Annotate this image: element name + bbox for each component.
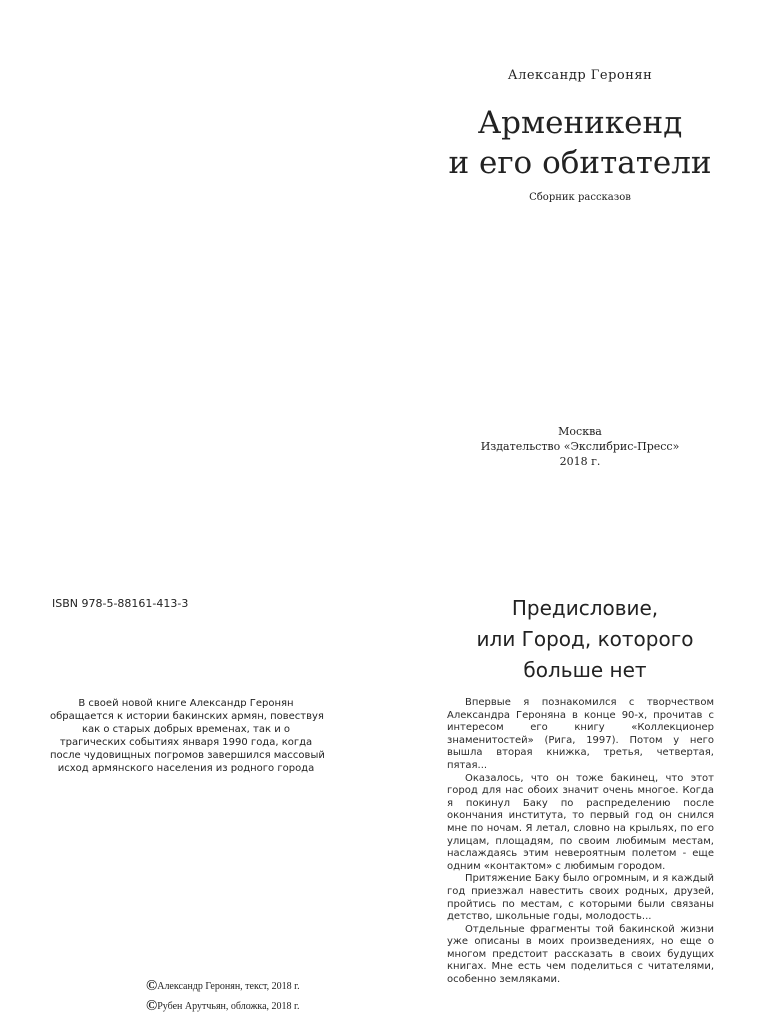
preface-paragraph — [447, 697, 714, 773]
book-title-line-2: и его обитатели — [448, 145, 712, 181]
annotation-line: трагических событиях января 1990 года, когда — [59, 737, 313, 748]
annotation-line: после чудовищных погромов завершился массовый — [50, 750, 325, 761]
preface-paragraph-text: Оказалось, что он тоже бакинец, что этот город для нас обоих значит очень многое. Когда я покинул Баку по распределению после окончания института, то первый год он снился мне по ночам. Я летал, словно на крыльях, по его улицам, площадям, по своим любимым местам, наслаждаясь этим невероятным полетом - еще одним «контактом» с любимым городом. — [447, 772, 714, 872]
preface-paragraph-text: Притяжение Баку было огромным, и я каждый год приезжал навестить своих родных, друзей, пройтись по местам, с которыми были связаны детство, школьные годы, молодость... — [447, 873, 714, 923]
preface-paragraph-text: Отдельные фрагменты той бакинской жизни уже описаны в моих произведениях, но еще о многом предстоит рассказать в своих будущих книгах. Мне есть чем поделиться с читателями, особенно земляками. — [447, 923, 714, 986]
annotation — [50, 697, 325, 775]
book-subtitle: Сборник рассказов — [529, 192, 631, 203]
preface-paragraph — [447, 873, 714, 923]
copyright-text: Рубен Арутчьян, обложка, 2018 г. — [157, 1001, 300, 1012]
preface-paragraph — [447, 924, 714, 987]
annotation-line: В своей новой книге Александр Геронян — [78, 698, 294, 709]
preface-paragraph-text: Впервые я познакомился с творчеством Александра Геронянa в конце 90-х, прочитав с интересом его книгу «Коллекционер знаменитостей» (Рига, 1997). Потом у него вышла вторая книжка, третья, четвертая, пятая... — [447, 697, 714, 771]
annotation-line: как о старых добрых временах, так и о — [81, 724, 290, 735]
copyright-text: Александр Геронян, текст, 2018 г. — [157, 981, 300, 992]
publication-year: 2018 г. — [559, 455, 601, 468]
copyright-icon: © — [146, 998, 158, 1014]
copyright-text-author — [146, 978, 300, 995]
copyright-icon: © — [146, 978, 158, 994]
preface-title-line: или Город, которого — [476, 627, 694, 651]
annotation-line: исход армянского населения из родного города — [57, 763, 315, 774]
publication-city: Москва — [558, 425, 602, 438]
preface-body — [447, 697, 714, 987]
preface-title — [440, 593, 730, 686]
book-author: Александр Геронян — [507, 68, 653, 83]
preface-paragraph — [447, 773, 714, 874]
publisher-name: Издательство «Экслибрис-Пресс» — [480, 440, 680, 453]
isbn: ISBN 978-5-88161-413-3 — [52, 597, 189, 610]
preface-title-line: больше нет — [523, 658, 647, 682]
copyright-cover-artist — [146, 998, 300, 1015]
annotation-line: обращается к истории бакинских армян, повествуя — [50, 711, 324, 722]
book-title-line-1: Арменикенд — [477, 105, 683, 141]
preface-title-line: Предисловие, — [511, 596, 659, 620]
